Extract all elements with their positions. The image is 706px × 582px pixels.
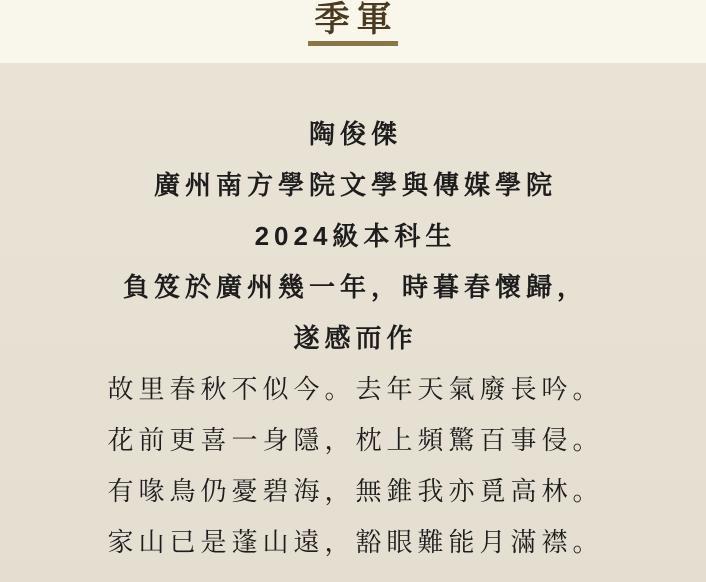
rank-title: 季軍 (314, 0, 399, 39)
author-name: 陶俊傑 (308, 119, 402, 149)
poem-line-2: 花前更喜一身隱，枕上頻驚百事侵。 (107, 425, 604, 455)
poem-preface-line-1: 負笈於廣州幾一年，時暮春懷歸， (122, 272, 588, 302)
poem-line-4: 家山已是蓬山遠，豁眼難能月滿襟。 (107, 527, 604, 557)
poem-preface-line-2: 遂感而作 (293, 323, 418, 353)
poem-line-1: 故里春秋不似今。去年天氣廢長吟。 (107, 374, 604, 404)
author-cohort: 2024級本科生 (254, 221, 457, 251)
poem-line-3: 有喙鳥仍憂碧海，無錐我亦覓高林。 (107, 476, 604, 506)
rank-header-band (0, 0, 706, 63)
entry-content (0, 63, 706, 582)
author-affiliation: 廣州南方學院文學與傳媒學院 (153, 170, 557, 200)
title-underline-decoration (308, 41, 398, 46)
